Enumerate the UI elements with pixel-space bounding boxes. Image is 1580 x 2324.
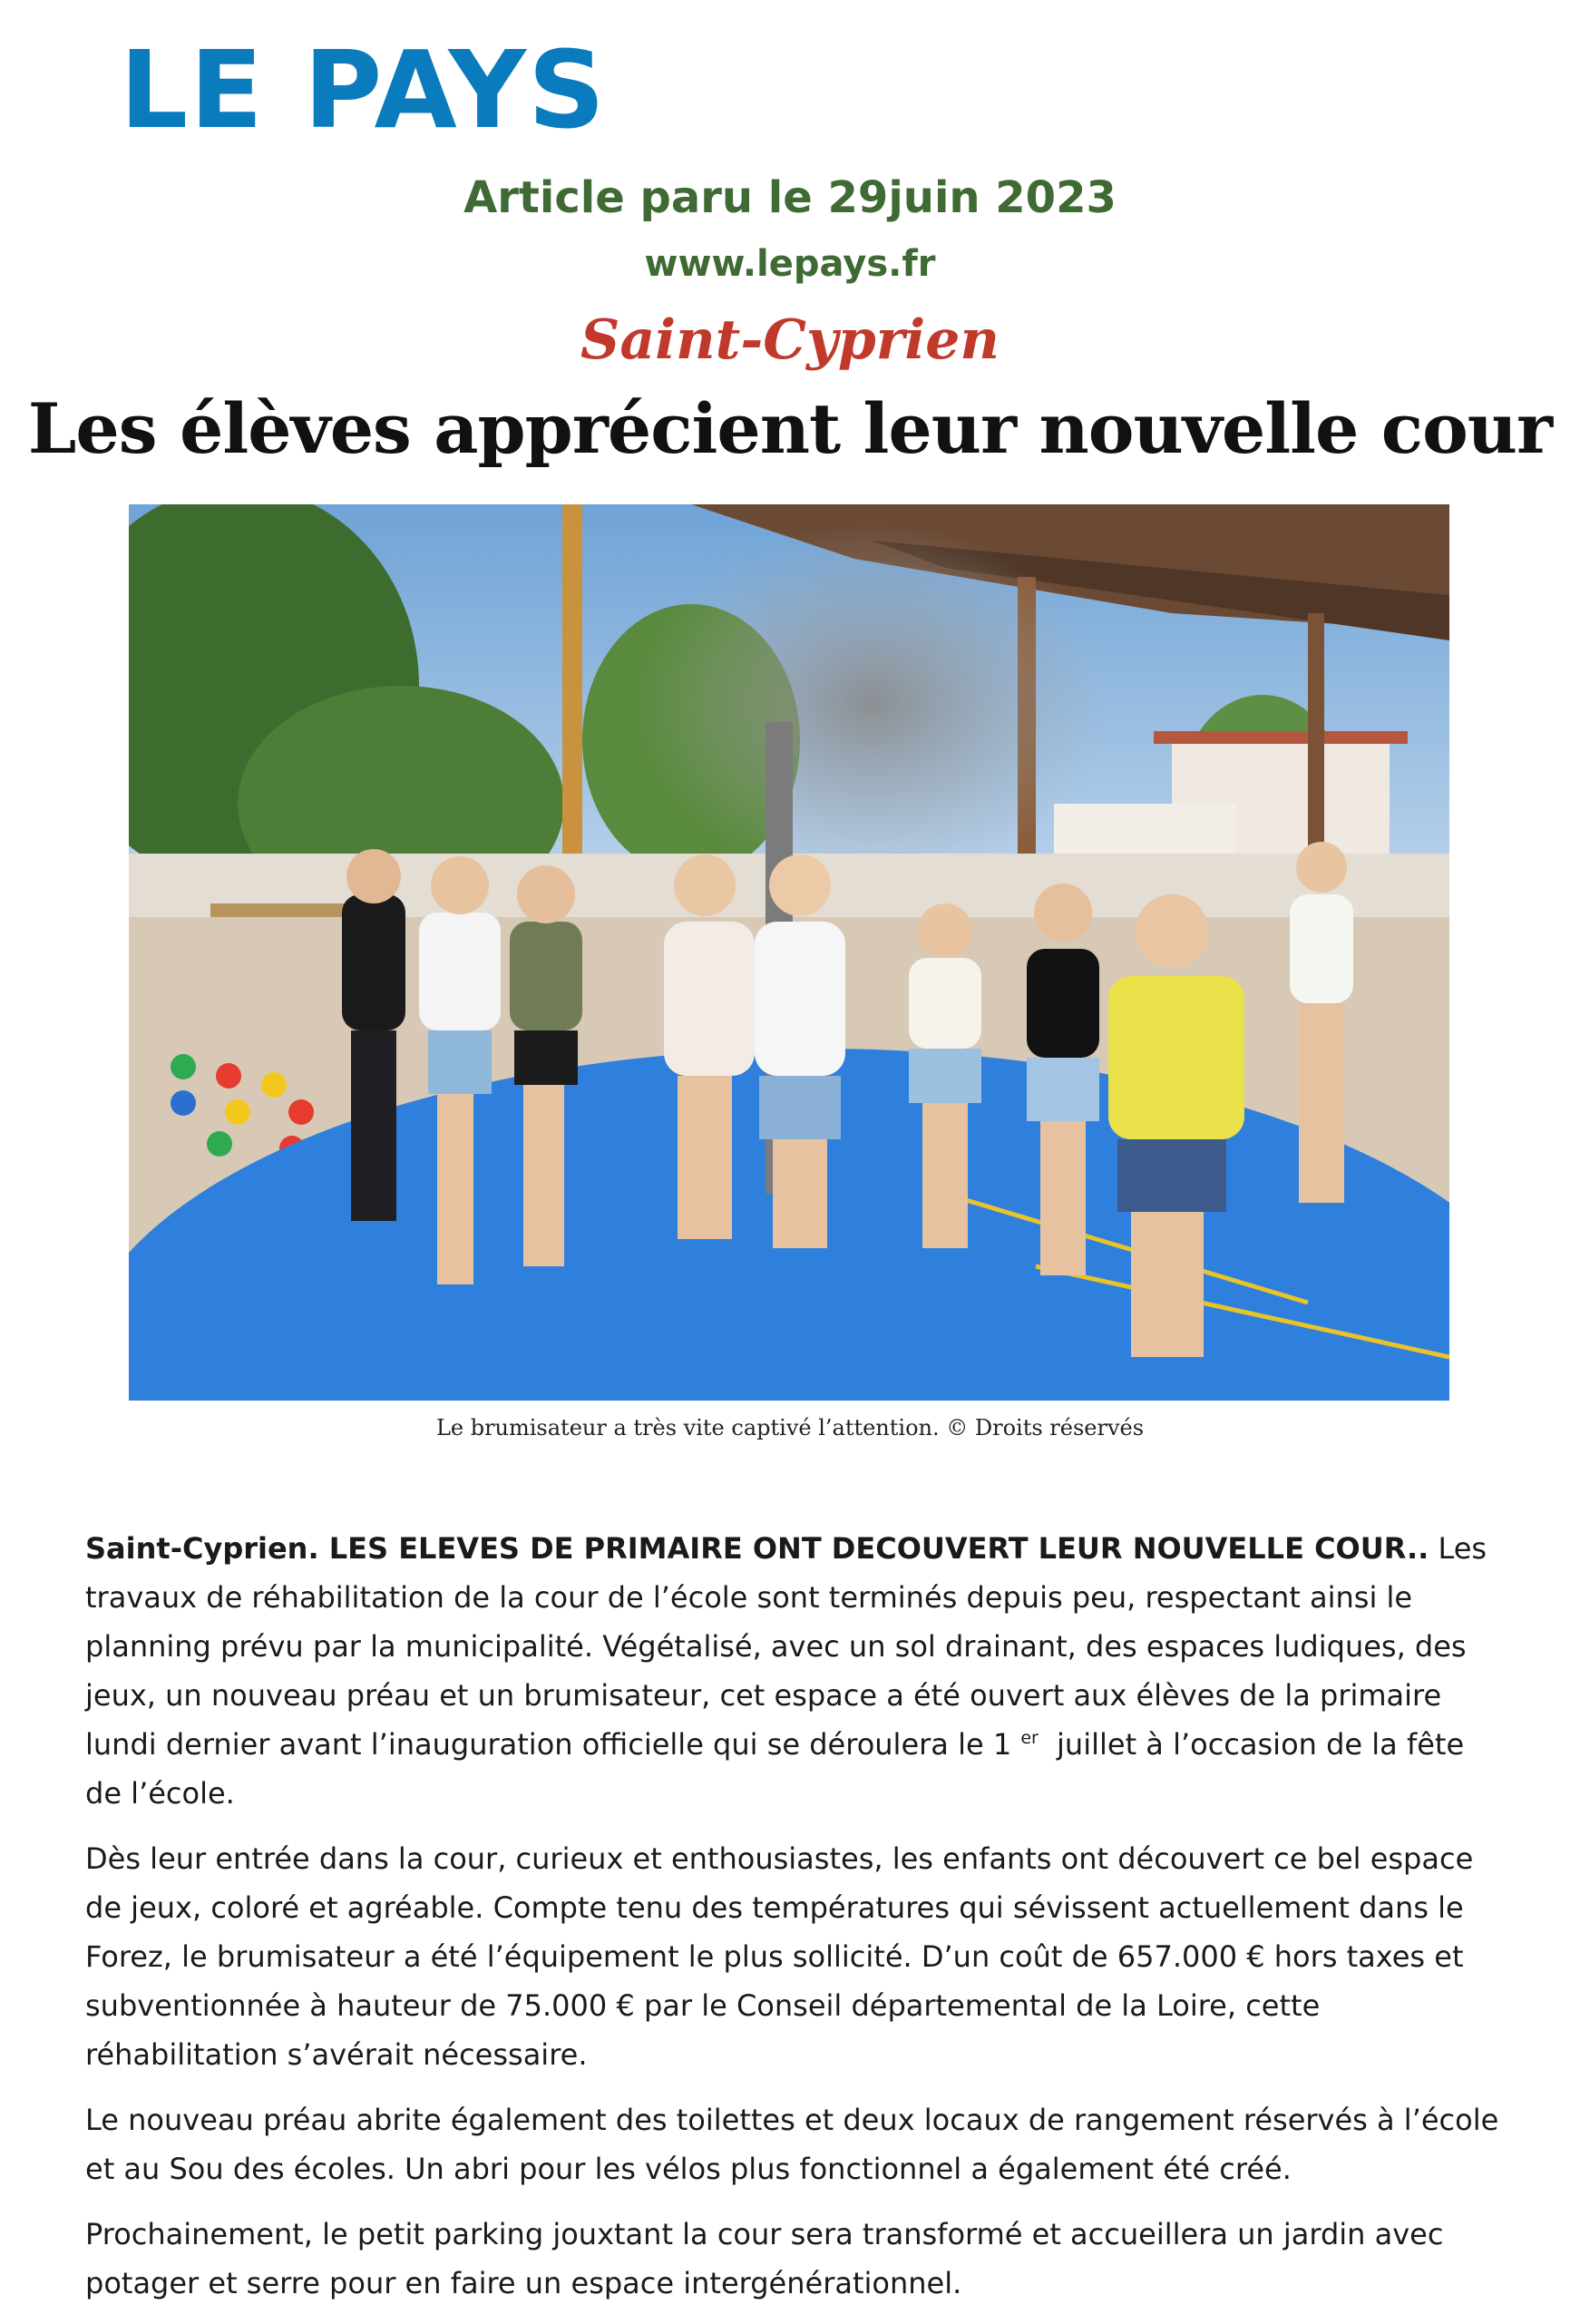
article-photo [129,504,1449,1401]
article-lead: Saint-Cyprien. LES ELEVES DE PRIMAIRE ONT DECOUVERT LEUR NOUVELLE COUR.. [85,1531,1429,1566]
paragraph-1-end: juillet à l’occasion de la fête de l’école. [85,1727,1465,1811]
article-paragraph-2: Dès leur entrée dans la cour, curieux et enthousiastes, les enfants ont découvert ce bel espace de jeux, coloré et agréable. Compte tenu des températures qui sévissent actuellement dans le Forez, le brumisateur a été l’équipement le plus sollicité. D’un coût de 657.000 € hors taxes et subventionnée à hauteur de 75.000 € par le Conseil départemental de la Loire, cette réhabilitation s’avérait nécessaire. [85,1841,1474,2072]
article-paragraph-3: Le nouveau préau abrite également des toilettes et deux locaux de rangement réservés à l’école et au Sou des écoles. Un abri pour les vélos plus fonctionnel a également été créé. [85,2103,1499,2186]
article-rubric: Saint-Cyprien [580,308,1000,372]
article-body [85,1524,1500,2324]
article-paragraph-4: Prochainement, le petit parking jouxtant la cour sera transformé et accueillera un jardin avec potager et serre pour en faire un espace intergénérationnel. [85,2217,1444,2300]
ordinal-superscript: er [1020,1728,1039,1749]
article-headline: Les élèves apprécient leur nouvelle cour [27,388,1553,469]
newspaper-logo: LE PAYS [120,27,607,152]
paragraph-1-text: Les travaux de réhabilitation de la cour de l’école sont terminés depuis peu, respectant ainsi le planning prévu par la municipalité. Végétalisé, avec un sol drainant, des espaces ludiques, des jeux, un nouveau préau et un brumisateur, cet espace a été ouvert aux élèves de la primaire lundi dernier avant l’inauguration officielle qui se déroulera le 1 [85,1531,1487,1762]
publication-date: Article paru le 29juin 2023 [463,172,1117,223]
article-paragraph-1 [85,1524,1500,1818]
photo-caption: Le brumisateur a très vite captivé l’attention. © Droits réservés [435,1415,1145,1440]
publication-website: www.lepays.fr [644,243,936,285]
schoolyard-photo-illustration [129,504,1449,1401]
